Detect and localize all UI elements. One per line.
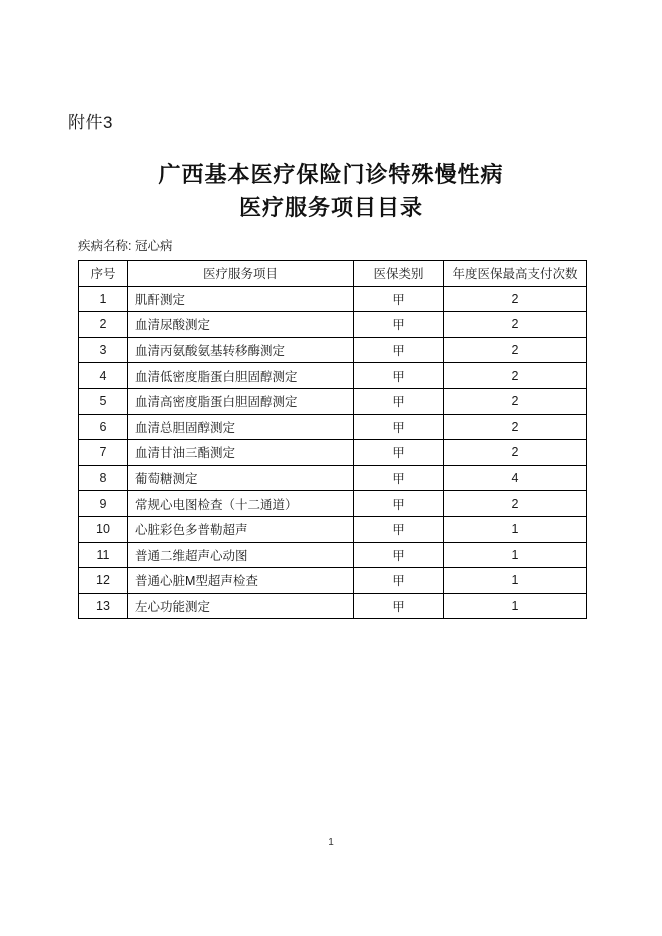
page-number: 1	[328, 837, 334, 848]
serial-number-cell: 4	[79, 363, 128, 389]
serial-number-cell: 13	[79, 593, 128, 619]
insurance-category-cell: 甲	[354, 312, 444, 338]
service-item-cell: 左心功能测定	[128, 593, 354, 619]
insurance-category-cell: 甲	[354, 388, 444, 414]
annual-max-payments-cell: 2	[444, 414, 587, 440]
table-row	[79, 516, 587, 542]
annual-max-payments-cell: 1	[444, 593, 587, 619]
serial-number-cell: 9	[79, 491, 128, 517]
disease-name-label: 疾病名称: 冠心病	[78, 239, 173, 253]
service-item-cell: 普通心脏M型超声检查	[128, 568, 354, 594]
serial-number-cell: 2	[79, 312, 128, 338]
table-row	[79, 312, 587, 338]
insurance-category-cell: 甲	[354, 516, 444, 542]
table-row	[79, 414, 587, 440]
insurance-category-cell: 甲	[354, 414, 444, 440]
serial-number-cell: 8	[79, 465, 128, 491]
serial-number-cell: 6	[79, 414, 128, 440]
serial-number-cell: 1	[79, 286, 128, 312]
table-row	[79, 286, 587, 312]
serial-number-cell: 3	[79, 337, 128, 363]
insurance-category-cell: 甲	[354, 465, 444, 491]
serial-number-cell: 10	[79, 516, 128, 542]
document-title-line1: 广西基本医疗保险门诊特殊慢性病	[158, 162, 504, 187]
serial-number-cell: 12	[79, 568, 128, 594]
annual-max-payments-cell: 2	[444, 491, 587, 517]
annual-max-payments-cell: 1	[444, 568, 587, 594]
annual-max-payments-cell: 1	[444, 516, 587, 542]
document-title	[0, 158, 662, 224]
insurance-category-cell: 甲	[354, 363, 444, 389]
service-item-cell: 普通二维超声心动图	[128, 542, 354, 568]
service-item-cell: 血清总胆固醇测定	[128, 414, 354, 440]
service-item-cell: 常规心电图检查（十二通道）	[128, 491, 354, 517]
annual-max-payments-cell: 2	[444, 286, 587, 312]
table-row	[79, 542, 587, 568]
table-row	[79, 337, 587, 363]
serial-number-cell: 11	[79, 542, 128, 568]
serial-number-cell: 7	[79, 440, 128, 466]
service-item-cell: 血清高密度脂蛋白胆固醇测定	[128, 388, 354, 414]
annual-max-payments-cell: 2	[444, 388, 587, 414]
service-item-cell: 肌酐测定	[128, 286, 354, 312]
header-serial-number: 序号	[79, 261, 128, 287]
table-header-row	[79, 261, 587, 287]
header-annual-max-payments: 年度医保最高支付次数	[444, 261, 587, 287]
insurance-category-cell: 甲	[354, 286, 444, 312]
attachment-label: 附件3	[68, 113, 113, 132]
table-row	[79, 491, 587, 517]
table-row	[79, 465, 587, 491]
annual-max-payments-cell: 2	[444, 363, 587, 389]
document-title-line2: 医疗服务项目目录	[238, 195, 423, 220]
service-catalog-table	[78, 260, 587, 619]
annual-max-payments-cell: 4	[444, 465, 587, 491]
service-item-cell: 血清尿酸测定	[128, 312, 354, 338]
insurance-category-cell: 甲	[354, 568, 444, 594]
insurance-category-cell: 甲	[354, 593, 444, 619]
insurance-category-cell: 甲	[354, 440, 444, 466]
service-item-cell: 血清甘油三酯测定	[128, 440, 354, 466]
header-service-item: 医疗服务项目	[128, 261, 354, 287]
service-item-cell: 心脏彩色多普勒超声	[128, 516, 354, 542]
table-row	[79, 593, 587, 619]
insurance-category-cell: 甲	[354, 542, 444, 568]
annual-max-payments-cell: 1	[444, 542, 587, 568]
annual-max-payments-cell: 2	[444, 440, 587, 466]
insurance-category-cell: 甲	[354, 337, 444, 363]
service-item-cell: 血清低密度脂蛋白胆固醇测定	[128, 363, 354, 389]
serial-number-cell: 5	[79, 388, 128, 414]
table-row	[79, 388, 587, 414]
table-row	[79, 363, 587, 389]
insurance-category-cell: 甲	[354, 491, 444, 517]
annual-max-payments-cell: 2	[444, 337, 587, 363]
header-insurance-category: 医保类别	[354, 261, 444, 287]
annual-max-payments-cell: 2	[444, 312, 587, 338]
table-row	[79, 440, 587, 466]
table-row	[79, 568, 587, 594]
service-item-cell: 葡萄糖测定	[128, 465, 354, 491]
service-item-cell: 血清丙氨酸氨基转移酶测定	[128, 337, 354, 363]
